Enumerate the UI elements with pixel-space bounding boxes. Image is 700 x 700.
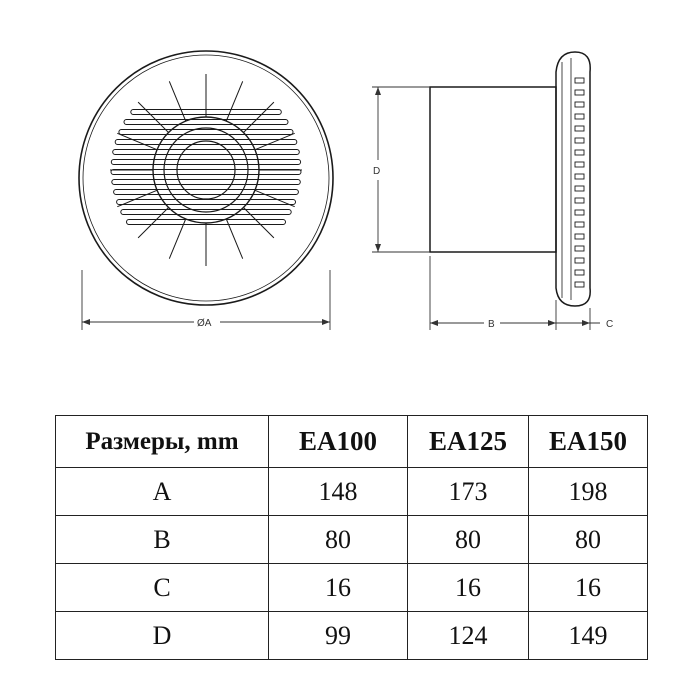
side-fin [575,258,584,263]
grille-rib [244,208,274,238]
grille-bar [119,130,293,135]
grille-bar [117,200,296,205]
side-view [372,52,613,330]
side-fin [575,126,584,131]
dimension-b-label: B [488,319,495,330]
side-fin [575,174,584,179]
side-fin [575,210,584,215]
side-fin [575,234,584,239]
side-fin [575,162,584,167]
grille-rib [138,102,168,132]
table-cell: 99 [269,612,408,660]
row-label: B [56,516,269,564]
front-view [79,51,333,330]
row-label: D [56,612,269,660]
table-row [56,468,648,516]
grille [110,74,302,266]
grille-bar [112,180,300,185]
table-cell: 16 [408,564,529,612]
table-cell: 124 [408,612,529,660]
table-cell: 173 [408,468,529,516]
grille-rib [255,133,295,149]
dimension-d-label: D [373,166,381,177]
table-cell: 149 [529,612,648,660]
table-cell: 80 [408,516,529,564]
grille-rib [117,133,157,149]
grille-rib [138,208,168,238]
header-ea100: EA100 [269,416,408,468]
table-cell: 80 [529,516,648,564]
table-cell: 16 [529,564,648,612]
table-cell: 148 [269,468,408,516]
side-fin [575,150,584,155]
header-ea150: EA150 [529,416,648,468]
header-dimensions: Размеры, mm [56,416,269,468]
grille-rib [169,81,185,121]
table-header-row [56,416,648,468]
dimension-a-label: ØA [197,318,212,329]
side-fin [575,270,584,275]
table-row [56,612,648,660]
side-fin [575,222,584,227]
row-label: C [56,564,269,612]
row-label: A [56,468,269,516]
side-fin [575,138,584,143]
side-fin [575,114,584,119]
side-fin [575,282,584,287]
grille-bar [114,190,299,195]
grille-bar [113,150,300,155]
side-fin [575,246,584,251]
side-fins [575,78,584,287]
table-row [56,564,648,612]
table-cell: 198 [529,468,648,516]
grille-rib [244,102,274,132]
grille-rib [226,81,242,121]
dimensions-table [55,415,648,660]
grille-bar [124,120,288,125]
side-fin [575,186,584,191]
side-fin [575,198,584,203]
side-fin [575,90,584,95]
table-cell: 80 [269,516,408,564]
dimension-c-label: C [606,319,614,330]
side-fin [575,102,584,107]
table-cell: 16 [269,564,408,612]
side-fin [575,78,584,83]
grille-bar [111,160,300,165]
table-row [56,516,648,564]
header-ea125: EA125 [408,416,529,468]
